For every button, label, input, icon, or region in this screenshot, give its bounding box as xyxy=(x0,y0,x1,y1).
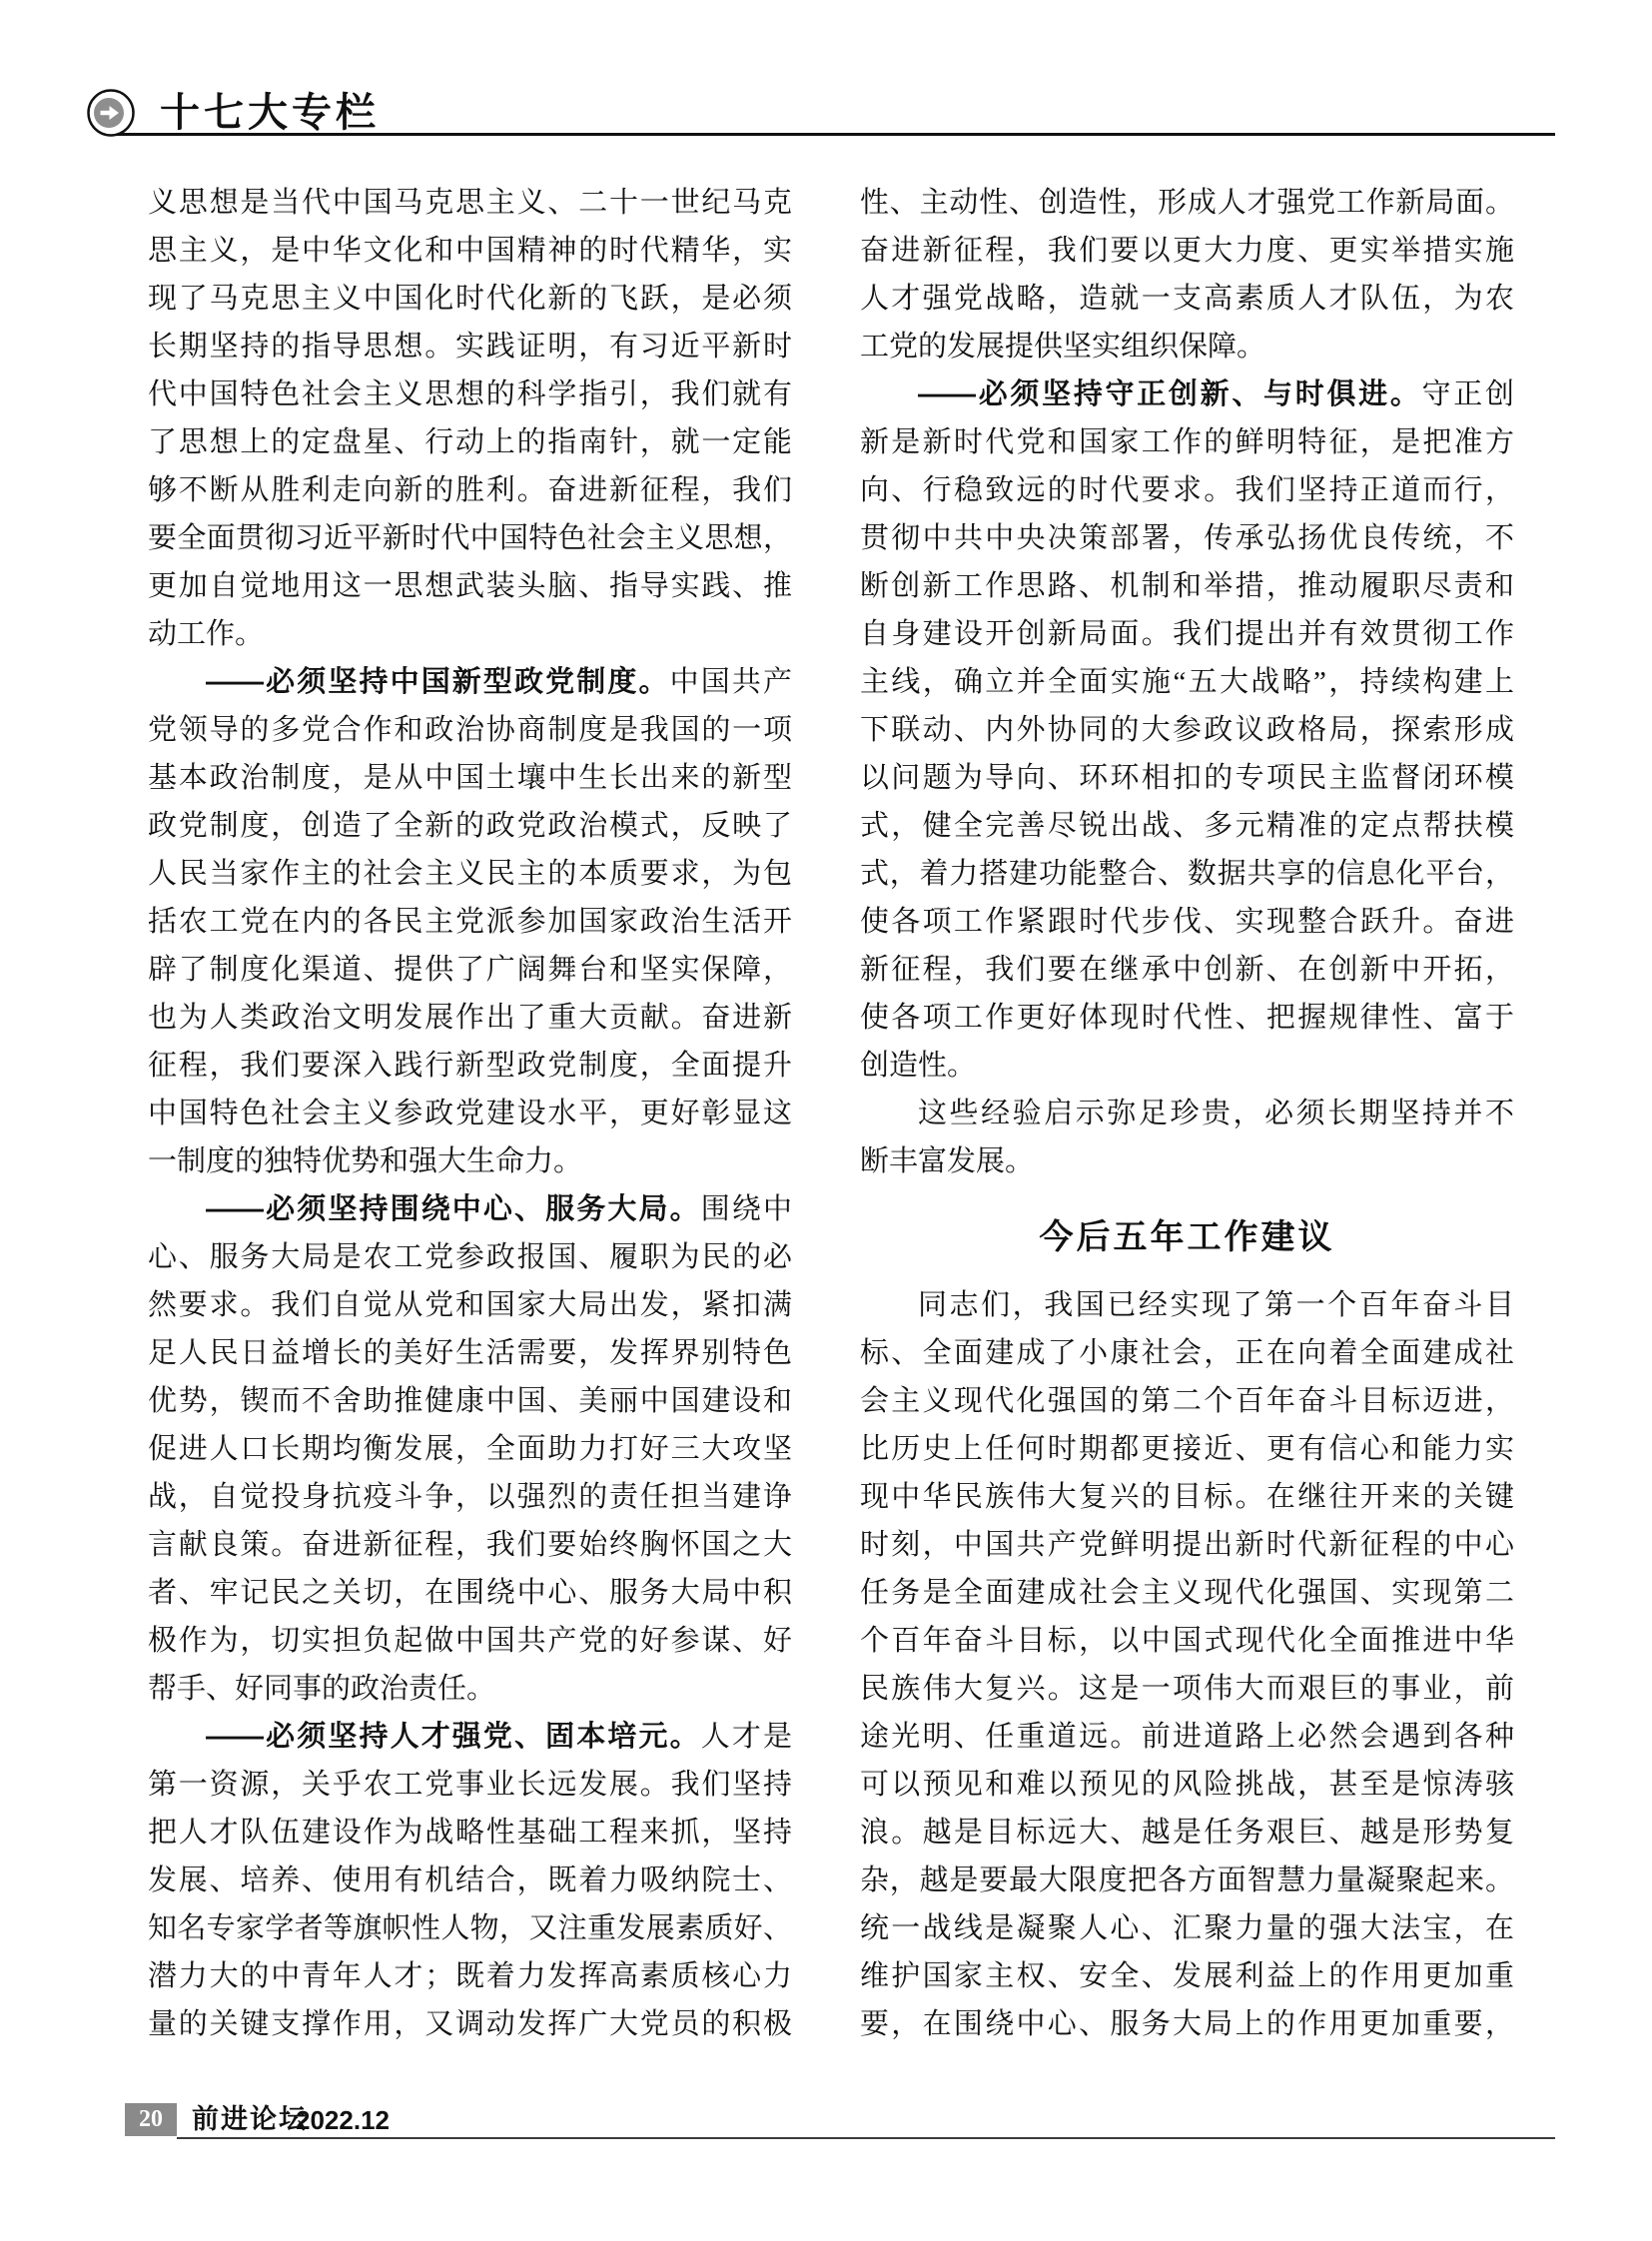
text-line: 同志们，我国已经实现了第一个百年奋斗目 xyxy=(918,1289,1514,1321)
bold-lead-in: ——必须坚持守正创新、与时俱进。 xyxy=(918,378,1422,410)
text-line: 比历史上任何时期都更接近、更有信心和能力实 xyxy=(860,1433,1514,1465)
text-line: 心、服务大局是农工党参政报国、履职为民的必 xyxy=(148,1241,792,1273)
left-column xyxy=(148,179,792,2048)
page-number-badge: 20 xyxy=(125,2103,177,2136)
column-header-title: 十七大专栏 xyxy=(160,91,380,135)
text-line: 征程，我们要深入践行新型政党制度，全面提升 xyxy=(148,1050,792,1082)
right-column-part1 xyxy=(860,179,1514,1185)
text-line: 时刻，中国共产党鲜明提出新时代新征程的中心 xyxy=(860,1529,1514,1561)
text-line: 会主义现代化强国的第二个百年奋斗目标迈进， xyxy=(860,1385,1514,1417)
text-line: ——必须坚持围绕中心、服务大局。围绕中 xyxy=(206,1193,792,1225)
text-line: 第一资源，关乎农工党事业长远发展。我们坚持 xyxy=(148,1769,792,1801)
text-line: 然要求。我们自觉从党和国家大局出发，紧扣满 xyxy=(148,1289,792,1321)
journal-title: 前进论坛 xyxy=(192,2104,308,2134)
text-line: 民族伟大复兴。这是一项伟大而艰巨的事业，前 xyxy=(860,1673,1514,1705)
text-line: 式，健全完善尽锐出战、多元精准的定点帮扶模 xyxy=(860,810,1514,842)
text-line: 个百年奋斗目标，以中国式现代化全面推进中华 xyxy=(860,1625,1514,1657)
text-line: 知名专家学者等旗帜性人物，又注重发展素质好、 xyxy=(148,1912,792,1944)
text-line: 基本政治制度，是从中国土壤中生长出来的新型 xyxy=(148,762,792,794)
text-line: 向、行稳致远的时代要求。我们坚持正道而行， xyxy=(860,474,1514,506)
text-line: 括农工党在内的各民主党派参加国家政治生活开 xyxy=(148,906,792,938)
text-line: 工党的发展提供坚实组织保障。 xyxy=(860,331,1266,363)
text-line: 代中国特色社会主义思想的科学指引，我们就有 xyxy=(148,378,792,410)
text-line: 党领导的多党合作和政治协商制度是我国的一项 xyxy=(148,714,792,746)
bold-lead-in: ——必须坚持围绕中心、服务大局。 xyxy=(206,1193,701,1225)
text-line: 新是新时代党和国家工作的鲜明特征，是把准方 xyxy=(860,426,1514,458)
text-line: 够不断从胜利走向新的胜利。奋进新征程，我们 xyxy=(148,474,792,506)
text-line: 义思想是当代中国马克思主义、二十一世纪马克 xyxy=(148,187,792,219)
text-line: 思主义，是中华文化和中国精神的时代精华，实 xyxy=(148,235,792,267)
text-line: 促进人口长期均衡发展，全面助力打好三大攻坚 xyxy=(148,1433,792,1465)
text-line: 贯彻中共中央决策部署，传承弘扬优良传统，不 xyxy=(860,522,1514,554)
text-line: 要，在围绕中心、服务大局上的作用更加重要， xyxy=(860,2008,1514,2040)
text-line: 使各项工作紧跟时代步伐、实现整合跃升。奋进 xyxy=(860,906,1514,938)
text-line: ——必须坚持守正创新、与时俱进。守正创 xyxy=(918,378,1514,410)
text-line: 现了马克思主义中国化时代化新的飞跃，是必须 xyxy=(148,283,792,315)
text-line: 自身建设开创新局面。我们提出并有效贯彻工作 xyxy=(860,618,1514,650)
text-line: 使各项工作更好体现时代性、把握规律性、富于 xyxy=(860,1002,1514,1034)
text-line: 发展、培养、使用有机结合，既着力吸纳院士、 xyxy=(148,1865,792,1896)
text-line: 奋进新征程，我们要以更大力度、更实举措实施 xyxy=(860,235,1514,267)
text-line: 战，自觉投身抗疫斗争，以强烈的责任担当建诤 xyxy=(148,1481,792,1513)
text-line: 维护国家主权、安全、发展利益上的作用更加重 xyxy=(860,1960,1514,1992)
text-line: 把人才队伍建设作为战略性基础工程来抓，坚持 xyxy=(148,1817,792,1849)
text-line: 创造性。 xyxy=(860,1050,977,1082)
text-line: 浪。越是目标远大、越是任务艰巨、越是形势复 xyxy=(860,1817,1514,1849)
right-column xyxy=(860,179,1514,2048)
text-line: 言献良策。奋进新征程，我们要始终胸怀国之大 xyxy=(148,1529,792,1561)
text-line: 辟了制度化渠道、提供了广阔舞台和坚实保障， xyxy=(148,954,792,986)
text-line: 式，着力搭建功能整合、数据共享的信息化平台， xyxy=(860,858,1514,890)
text-line: 优势，锲而不舍助推健康中国、美丽中国建设和 xyxy=(148,1385,792,1417)
text-line: 长期坚持的指导思想。实践证明，有习近平新时 xyxy=(148,331,792,363)
text-line: 也为人类政治文明发展作出了重大贡献。奋进新 xyxy=(148,1002,792,1034)
bold-lead-in: ——必须坚持人才强党、固本培元。 xyxy=(206,1721,701,1753)
text-line: 动工作。 xyxy=(148,618,265,650)
text-line: 中国特色社会主义参政党建设水平，更好彰显这 xyxy=(148,1098,792,1129)
right-column-part2 xyxy=(860,1281,1514,2048)
text-line: 可以预见和难以预见的风险挑战，甚至是惊涛骇 xyxy=(860,1769,1514,1801)
text-line: 者、牢记民之关切，在围绕中心、服务大局中积 xyxy=(148,1577,792,1609)
text-line: 标、全面建成了小康社会，正在向着全面建成社 xyxy=(860,1337,1514,1369)
text-line: 这些经验启示弥足珍贵，必须长期坚持并不 xyxy=(918,1098,1514,1129)
text-line: 途光明、任重道远。前进道路上必然会遇到各种 xyxy=(860,1721,1514,1753)
text-line: 足人民日益增长的美好生活需要，发挥界别特色 xyxy=(148,1337,792,1369)
text-line: 一制度的独特优势和强大生命力。 xyxy=(148,1145,583,1177)
text-line: ——必须坚持人才强党、固本培元。人才是 xyxy=(206,1721,792,1753)
text-line: 下联动、内外协同的大参政议政格局，探索形成 xyxy=(860,714,1514,746)
text-line: 以问题为导向、环环相扣的专项民主监督闭环模 xyxy=(860,762,1514,794)
text-line: 量的关键支撑作用，又调动发挥广大党员的积极 xyxy=(148,2008,792,2040)
text-line: 了思想上的定盘星、行动上的指南针，就一定能 xyxy=(148,426,792,458)
text-line: 潜力大的中青年人才；既着力发挥高素质核心力 xyxy=(148,1960,792,1992)
text-line: 极作为，切实担负起做中国共产党的好参谋、好 xyxy=(148,1625,792,1657)
text-line: 帮手、好同事的政治责任。 xyxy=(148,1673,496,1705)
bold-lead-in: ——必须坚持中国新型政党制度。 xyxy=(206,666,670,698)
text-line: 新征程，我们要在继承中创新、在创新中开拓， xyxy=(860,954,1514,986)
text-line: 人才强党战略，造就一支高素质人才队伍，为农 xyxy=(860,283,1514,315)
text-line: 任务是全面建成社会主义现代化强国、实现第二 xyxy=(860,1577,1514,1609)
text-line: 现中华民族伟大复兴的目标。在继往开来的关键 xyxy=(860,1481,1514,1513)
text-line: 更加自觉地用这一思想武装头脑、指导实践、推 xyxy=(148,570,792,602)
text-line: 性、主动性、创造性，形成人才强党工作新局面。 xyxy=(860,187,1514,219)
text-line: 统一战线是凝聚人心、汇聚力量的强大法宝，在 xyxy=(860,1912,1514,1944)
footer-rule xyxy=(177,2137,1555,2139)
issue-date: 2022.12 xyxy=(296,2105,390,2135)
text-line: 主线，确立并全面实施“五大战略”，持续构建上 xyxy=(860,666,1514,698)
text-line: 政党制度，创造了全新的政党政治模式，反映了 xyxy=(148,810,792,842)
text-line: ——必须坚持中国新型政党制度。中国共产 xyxy=(206,666,792,698)
section-heading: 今后五年工作建议 xyxy=(1039,1218,1335,1256)
text-line: 要全面贯彻习近平新时代中国特色社会主义思想， xyxy=(148,522,792,554)
text-line: 人民当家作主的社会主义民主的本质要求，为包 xyxy=(148,858,792,890)
text-line: 断丰富发展。 xyxy=(860,1145,1035,1177)
text-line: 断创新工作思路、机制和举措，推动履职尽责和 xyxy=(860,570,1514,602)
arrow-right-circle-icon xyxy=(86,88,136,138)
text-line: 杂，越是要最大限度把各方面智慧力量凝聚起来。 xyxy=(860,1865,1514,1896)
